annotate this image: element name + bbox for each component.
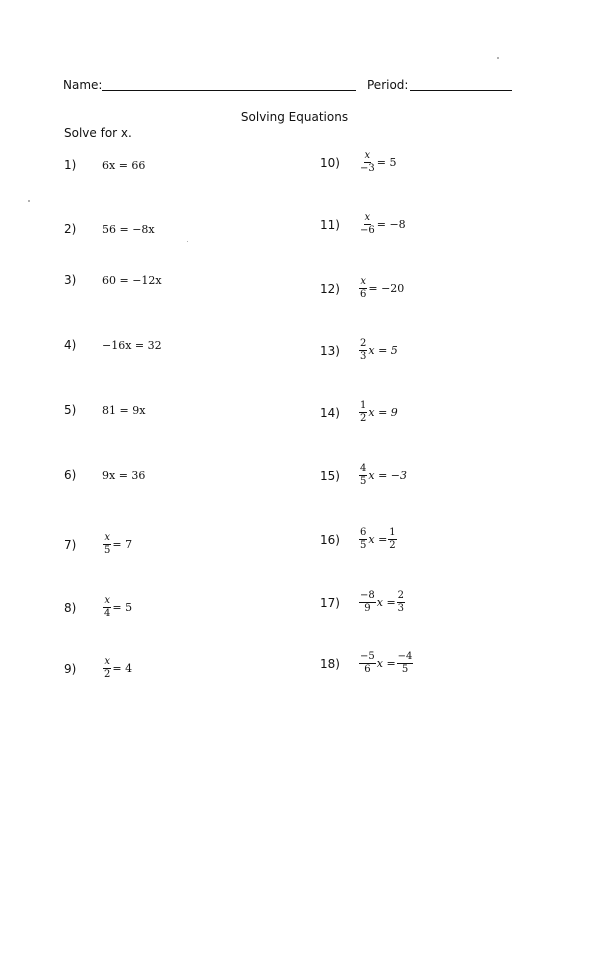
problem-number: 10)	[320, 155, 340, 170]
period-blank-line	[410, 90, 512, 91]
equation-rhs: = −20	[368, 282, 405, 295]
problem-13	[320, 338, 398, 363]
numerator: −5	[360, 651, 375, 662]
problem-number: 13)	[320, 343, 340, 358]
equation-rhs: = 5	[376, 156, 397, 169]
numerator: −4	[397, 651, 413, 662]
equation	[102, 656, 132, 681]
fraction	[359, 400, 367, 425]
fraction	[359, 590, 376, 615]
denominator: 4	[104, 608, 111, 619]
instructions: Solve for x.	[64, 126, 132, 140]
equation	[358, 463, 407, 488]
numerator: x	[364, 212, 371, 223]
problem-6	[64, 468, 145, 482]
numerator: 1	[360, 400, 367, 411]
equation-rhs: x = −3	[368, 469, 408, 482]
numerator: 2	[397, 590, 405, 601]
numerator: x	[364, 150, 371, 161]
problem-15	[320, 463, 407, 488]
scan-speck	[497, 57, 499, 59]
problem-11	[320, 212, 406, 237]
numerator: −8	[360, 590, 375, 601]
worksheet-title: Solving Equations	[240, 110, 349, 124]
numerator: 2	[360, 338, 367, 349]
fraction-rhs	[397, 651, 414, 676]
problem-number: 3)	[64, 273, 77, 287]
denominator: 5	[360, 476, 367, 487]
fraction	[359, 150, 376, 175]
numerator: x	[104, 656, 110, 667]
equation	[358, 276, 404, 301]
problem-number: 7)	[64, 537, 77, 552]
numerator: x	[104, 595, 110, 606]
fraction	[103, 595, 111, 620]
fraction	[359, 338, 367, 363]
problem-number: 2)	[64, 222, 77, 236]
problem-18	[320, 651, 414, 676]
name-label: Name:	[63, 78, 103, 92]
problem-1	[64, 158, 145, 172]
problem-number: 8)	[64, 600, 77, 615]
problem-10	[320, 150, 396, 175]
period-label: Period:	[367, 78, 409, 92]
name-blank-line	[102, 90, 356, 91]
fraction	[103, 532, 111, 557]
problem-2	[64, 222, 155, 236]
problem-number: 16)	[320, 532, 340, 547]
fraction	[359, 463, 367, 488]
denominator: 2	[389, 540, 396, 551]
denominator: −6	[360, 225, 375, 236]
equation-rhs: x = 9	[368, 406, 398, 419]
equation	[102, 595, 132, 620]
problem-number: 17)	[320, 595, 340, 610]
denominator: 5	[401, 664, 409, 675]
problem-number: 6)	[64, 468, 77, 482]
fraction	[359, 212, 376, 237]
equation-rhs: x = 5	[368, 344, 398, 357]
denominator: 2	[360, 413, 367, 424]
fraction-rhs	[388, 527, 396, 552]
equation-rhs: = 7	[112, 538, 133, 551]
denominator: 6	[360, 289, 367, 300]
equation	[358, 590, 406, 615]
problem-number: 5)	[64, 403, 77, 417]
equation-rhs: = 5	[112, 601, 133, 614]
numerator: x	[104, 532, 110, 543]
denominator: 9	[364, 603, 371, 614]
equation	[358, 150, 396, 175]
fraction-rhs	[397, 590, 405, 615]
numerator: 1	[389, 527, 396, 538]
problem-number: 4)	[64, 338, 77, 352]
fraction	[359, 651, 376, 676]
problem-7	[64, 532, 132, 557]
problem-number: 11)	[320, 217, 340, 232]
fraction	[359, 276, 367, 301]
equation	[358, 651, 414, 676]
scan-speck	[28, 200, 30, 202]
denominator: 5	[104, 545, 111, 556]
fraction	[103, 656, 111, 681]
problem-number: 14)	[320, 405, 340, 420]
problem-number: 18)	[320, 656, 340, 671]
fraction	[359, 527, 367, 552]
equation	[358, 400, 398, 425]
problem-9	[64, 656, 132, 681]
denominator: 6	[364, 664, 371, 675]
problem-8	[64, 595, 132, 620]
equation	[358, 338, 398, 363]
equation-mid: x =	[376, 657, 396, 670]
problem-17	[320, 590, 406, 615]
problem-number: 9)	[64, 661, 77, 676]
equation: 6x = 66	[102, 158, 146, 172]
problem-3	[64, 273, 162, 287]
equation-mid: x =	[368, 533, 388, 546]
problem-12	[320, 276, 404, 301]
equation	[102, 532, 132, 557]
numerator: 6	[360, 527, 367, 538]
problem-4	[64, 338, 162, 352]
equation-rhs: = 4	[112, 662, 133, 675]
equation: 56 = −8x	[102, 222, 155, 236]
problem-number: 1)	[64, 158, 77, 172]
equation-mid: x =	[376, 596, 396, 609]
denominator: 3	[360, 351, 367, 362]
equation	[358, 527, 398, 552]
denominator: −3	[360, 163, 375, 174]
problem-16	[320, 527, 398, 552]
equation: −16x = 32	[102, 338, 162, 352]
problem-number: 12)	[320, 281, 340, 296]
denominator: 3	[397, 603, 405, 614]
problem-14	[320, 400, 398, 425]
equation-rhs: = −8	[376, 218, 406, 231]
denominator: 2	[104, 669, 111, 680]
scan-speck	[187, 241, 188, 242]
equation: 81 = 9x	[102, 403, 146, 417]
denominator: 5	[360, 540, 367, 551]
numerator: x	[360, 276, 366, 287]
equation: 60 = −12x	[102, 273, 162, 287]
problem-number: 15)	[320, 468, 340, 483]
problem-5	[64, 403, 145, 417]
numerator: 4	[360, 463, 367, 474]
equation: 9x = 36	[102, 468, 146, 482]
equation	[358, 212, 406, 237]
